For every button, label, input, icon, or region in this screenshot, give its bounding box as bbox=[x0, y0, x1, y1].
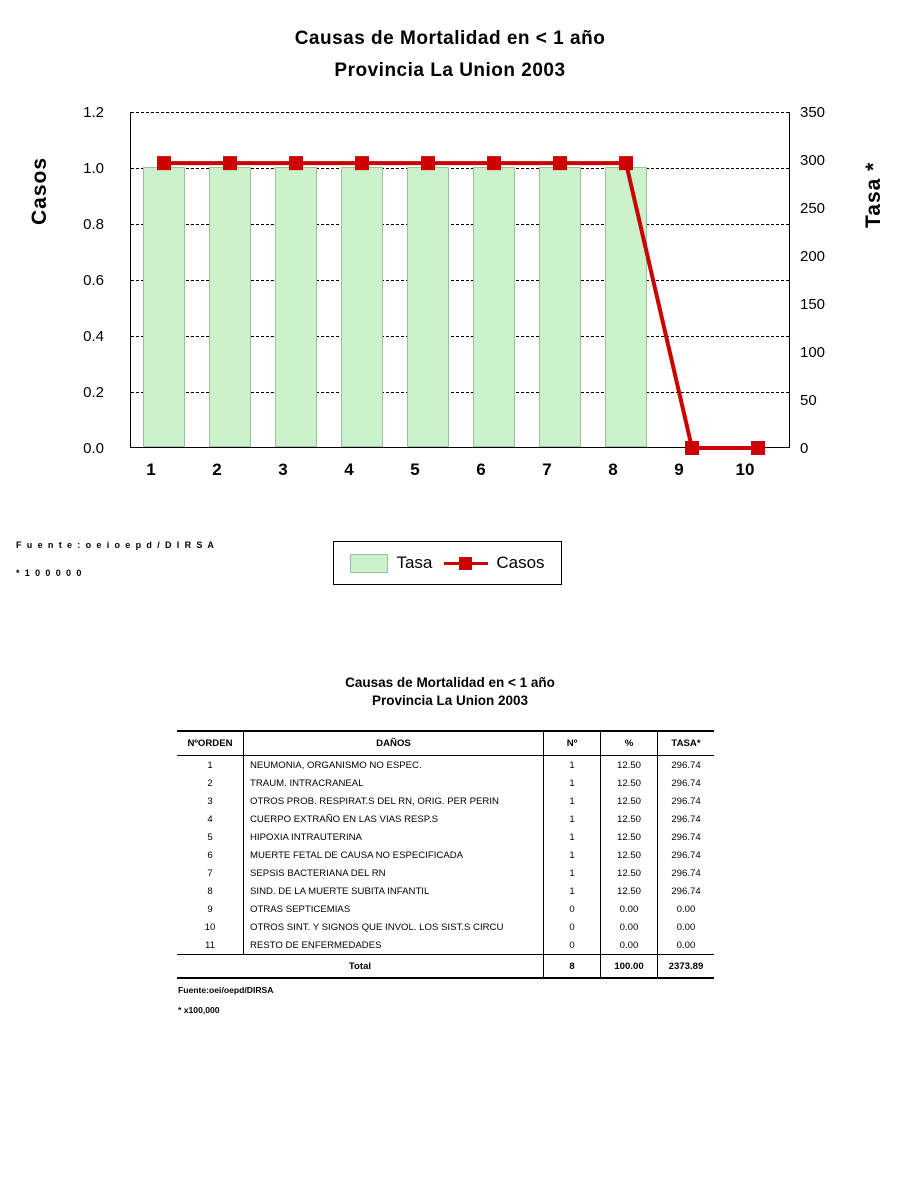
cell-n: 1 bbox=[544, 846, 601, 864]
cell-n: 1 bbox=[544, 828, 601, 846]
cell-pct: 12.50 bbox=[601, 828, 658, 846]
cell-orden: 1 bbox=[177, 756, 244, 775]
cell-pct: 0.00 bbox=[601, 936, 658, 955]
column-header-n: Nº bbox=[544, 731, 601, 756]
line-markers bbox=[157, 156, 765, 455]
column-header-tasa: TASA* bbox=[658, 731, 715, 756]
causes-table bbox=[177, 730, 714, 979]
line-marker bbox=[487, 156, 501, 170]
legend-entry-casos bbox=[444, 553, 544, 573]
cell-n: 1 bbox=[544, 810, 601, 828]
table-row bbox=[177, 918, 714, 936]
line-marker bbox=[289, 156, 303, 170]
cell-orden: 6 bbox=[177, 846, 244, 864]
x-tick-8: 8 bbox=[608, 460, 618, 479]
cell-tasa: 296.74 bbox=[671, 885, 701, 897]
cell-danos: NEUMONIA, ORGANISMO NO ESPEC. bbox=[244, 756, 544, 775]
table-row bbox=[177, 864, 714, 882]
table-title-line2: Provincia La Union 2003 bbox=[371, 693, 529, 708]
table-row bbox=[177, 774, 714, 792]
cell-n: 0 bbox=[544, 936, 601, 955]
line-marker bbox=[553, 156, 567, 170]
table-row bbox=[177, 792, 714, 810]
cell-danos: RESTO DE ENFERMEDADES bbox=[244, 936, 544, 955]
cell-orden: 7 bbox=[177, 864, 244, 882]
cell-n: 1 bbox=[544, 774, 601, 792]
y-right-tick-0: 0 bbox=[800, 440, 809, 457]
line-marker bbox=[421, 156, 435, 170]
cell-orden: 11 bbox=[177, 936, 244, 955]
cell-tasa: 0.00 bbox=[676, 921, 696, 933]
y-left-tick-0.4: 0.4 bbox=[83, 328, 104, 345]
y-left-tick-0.6: 0.6 bbox=[83, 272, 104, 289]
column-header-orden: NºORDEN bbox=[177, 731, 244, 756]
y-left-tick-1.2: 1.2 bbox=[83, 104, 104, 121]
cell-danos: OTROS SINT. Y SIGNOS QUE INVOL. LOS SIST.S CIRCU bbox=[244, 918, 544, 936]
y-right-tick-350: 350 bbox=[800, 104, 826, 121]
cell-orden: 8 bbox=[177, 882, 244, 900]
line-marker bbox=[685, 441, 699, 455]
cell-orden: 10 bbox=[177, 918, 244, 936]
cell-n: 0 bbox=[544, 918, 601, 936]
cell-n: 1 bbox=[544, 756, 601, 775]
cell-n: 1 bbox=[544, 864, 601, 882]
data-table-figure bbox=[0, 660, 900, 1015]
table-source-note: Fuente:oei/oepd/DIRSA bbox=[178, 985, 274, 995]
legend-entry-tasa bbox=[350, 553, 432, 573]
column-header-pct: % bbox=[601, 731, 658, 756]
table-header-row bbox=[177, 731, 714, 756]
line-marker bbox=[355, 156, 369, 170]
x-tick-2: 2 bbox=[212, 460, 222, 479]
cell-pct: 12.50 bbox=[601, 756, 658, 775]
chart-title-line1: Causas de Mortalidad en < 1 año bbox=[294, 28, 606, 49]
line-marker bbox=[619, 156, 633, 170]
chart-legend bbox=[333, 541, 562, 585]
table-body bbox=[177, 756, 714, 979]
cell-tasa: 296.74 bbox=[671, 813, 701, 825]
chart-title-line2: Provincia La Union 2003 bbox=[334, 60, 566, 81]
y-right-tick-250: 250 bbox=[800, 200, 826, 217]
x-tick-3: 3 bbox=[278, 460, 288, 479]
cell-orden: 2 bbox=[177, 774, 244, 792]
cell-danos: SIND. DE LA MUERTE SUBITA INFANTIL bbox=[244, 882, 544, 900]
legend-line-swatch-icon bbox=[444, 556, 488, 570]
table-total-row bbox=[177, 955, 714, 979]
total-n: 8 bbox=[544, 955, 601, 979]
cell-tasa: 296.74 bbox=[671, 777, 701, 789]
chart-source-note-2: * 1 0 0 0 0 0 bbox=[16, 568, 83, 578]
line-marker bbox=[157, 156, 171, 170]
cell-n: 1 bbox=[544, 882, 601, 900]
y-right-tick-200: 200 bbox=[800, 248, 826, 265]
table-row bbox=[177, 936, 714, 955]
cell-tasa: 0.00 bbox=[676, 939, 696, 951]
cell-orden: 3 bbox=[177, 792, 244, 810]
cell-pct: 12.50 bbox=[601, 792, 658, 810]
legend-label-tasa: Tasa bbox=[396, 553, 433, 572]
x-tick-9: 9 bbox=[674, 460, 684, 479]
line-path bbox=[164, 163, 758, 448]
cell-pct: 0.00 bbox=[601, 918, 658, 936]
cell-pct: 12.50 bbox=[601, 774, 658, 792]
chart-source-note: F u e n t e : o e i o e p d / D I R S A bbox=[16, 540, 216, 550]
y-right-tick-150: 150 bbox=[800, 296, 826, 313]
cell-danos: OTRAS SEPTICEMIAS bbox=[244, 900, 544, 918]
table-title-line1: Causas de Mortalidad en < 1 año bbox=[345, 675, 555, 690]
cell-n: 1 bbox=[544, 792, 601, 810]
y-left-tick-0.0: 0.0 bbox=[83, 440, 104, 457]
table-row bbox=[177, 810, 714, 828]
cell-danos: TRAUM. INTRACRANEAL bbox=[244, 774, 544, 792]
x-tick-4: 4 bbox=[344, 460, 354, 479]
cell-danos: CUERPO EXTRAÑO EN LAS VIAS RESP.S bbox=[244, 810, 544, 828]
table-row bbox=[177, 900, 714, 918]
total-tasa: 2373.89 bbox=[658, 955, 715, 979]
cell-tasa: 296.74 bbox=[671, 867, 701, 879]
cell-tasa: 296.74 bbox=[671, 831, 701, 843]
total-pct: 100.00 bbox=[601, 955, 658, 979]
cell-n: 0 bbox=[544, 900, 601, 918]
legend-label-casos: Casos bbox=[496, 553, 545, 572]
line-marker bbox=[751, 441, 765, 455]
table-source-note-2: * x100,000 bbox=[178, 1005, 220, 1015]
y-left-tick-0.2: 0.2 bbox=[83, 384, 104, 401]
y-right-tick-50: 50 bbox=[800, 392, 817, 409]
cell-tasa: 0.00 bbox=[676, 903, 696, 915]
x-tick-7: 7 bbox=[542, 460, 552, 479]
table-row bbox=[177, 828, 714, 846]
cell-orden: 9 bbox=[177, 900, 244, 918]
cell-danos: MUERTE FETAL DE CAUSA NO ESPECIFICADA bbox=[244, 846, 544, 864]
cell-tasa: 296.74 bbox=[671, 759, 701, 771]
y-left-tick-1.0: 1.0 bbox=[83, 160, 104, 177]
line-marker bbox=[223, 156, 237, 170]
x-tick-10: 10 bbox=[735, 460, 755, 479]
cell-pct: 12.50 bbox=[601, 864, 658, 882]
table-head bbox=[177, 731, 714, 756]
cell-pct: 12.50 bbox=[601, 810, 658, 828]
cell-orden: 4 bbox=[177, 810, 244, 828]
y-axis-title-right: Tasa * bbox=[862, 161, 885, 228]
legend-bar-swatch-icon bbox=[350, 554, 388, 573]
y-right-tick-100: 100 bbox=[800, 344, 826, 361]
x-tick-1: 1 bbox=[146, 460, 156, 479]
cell-pct: 0.00 bbox=[601, 900, 658, 918]
total-label: Total bbox=[177, 955, 544, 979]
cell-tasa: 296.74 bbox=[671, 849, 701, 861]
cell-danos: HIPOXIA INTRAUTERINA bbox=[244, 828, 544, 846]
plot-area bbox=[130, 112, 790, 448]
y-axis-title-left: Casos bbox=[28, 156, 51, 225]
data-table-wrapper bbox=[177, 730, 714, 979]
x-tick-5: 5 bbox=[410, 460, 420, 479]
table-row bbox=[177, 846, 714, 864]
cell-pct: 12.50 bbox=[601, 846, 658, 864]
table-row bbox=[177, 756, 714, 775]
cell-pct: 12.50 bbox=[601, 882, 658, 900]
y-right-tick-300: 300 bbox=[800, 152, 826, 169]
column-header-danos: DAÑOS bbox=[244, 731, 544, 756]
line-series-casos bbox=[131, 112, 791, 448]
table-row bbox=[177, 882, 714, 900]
cell-orden: 5 bbox=[177, 828, 244, 846]
y-left-tick-0.8: 0.8 bbox=[83, 216, 104, 233]
cell-danos: OTROS PROB. RESPIRAT.S DEL RN, ORIG. PER PERIN bbox=[244, 792, 544, 810]
cell-danos: SEPSIS BACTERIANA DEL RN bbox=[244, 864, 544, 882]
cell-tasa: 296.74 bbox=[671, 795, 701, 807]
x-tick-6: 6 bbox=[476, 460, 486, 479]
